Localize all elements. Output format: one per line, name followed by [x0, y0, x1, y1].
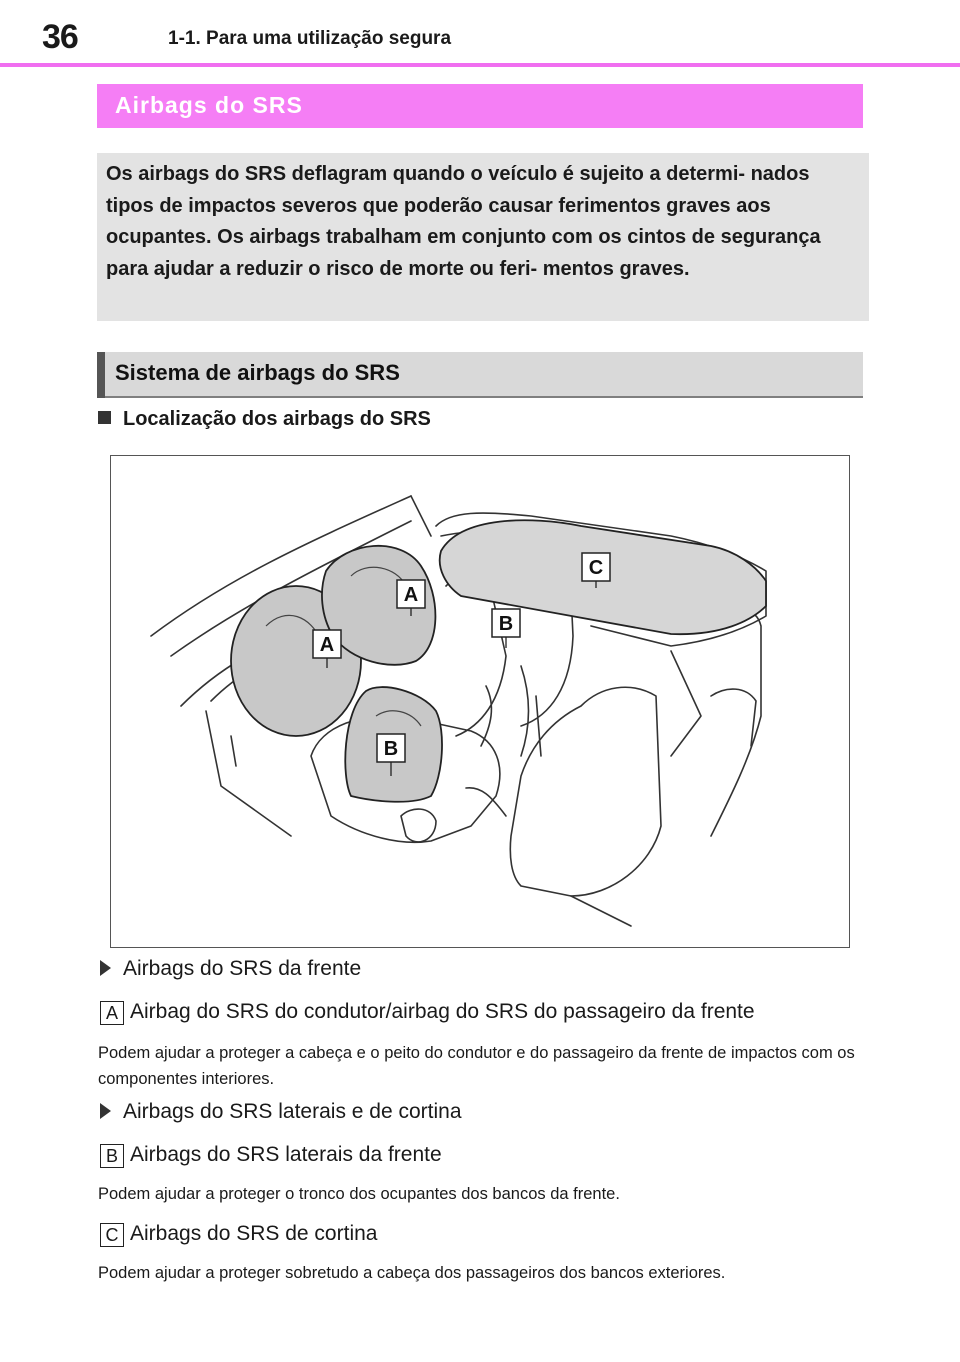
airbag-location-figure	[110, 455, 850, 948]
item-b-description: Podem ajudar a proteger o tronco dos ocupantes dos bancos da frente.	[98, 1185, 620, 1203]
item-b-label: Airbags do SRS laterais da frente	[130, 1143, 442, 1166]
svg-text:A: A	[403, 584, 419, 606]
svg-text:A: A	[319, 634, 335, 656]
item-a-label: Airbag do SRS do condutor/airbag do SRS do passageiro da frente	[130, 1000, 755, 1023]
figure-label-a-passenger	[397, 580, 425, 608]
item-c-letter-box: C	[100, 1223, 124, 1247]
header-divider	[0, 63, 960, 67]
item-a-description: Podem ajudar a proteger a cabeça e o peito do condutor e do passageiro da frente de impactos com os componentes interiores.	[98, 1044, 855, 1088]
front-airbags-bullet-text: Airbags do SRS da frente	[123, 957, 362, 980]
location-heading	[98, 408, 431, 431]
item-b	[100, 1143, 442, 1168]
front-airbags-bullet	[100, 957, 361, 981]
item-b-letter-box: B	[100, 1144, 124, 1168]
figure-label-b-driver	[377, 734, 405, 762]
chapter-banner	[97, 84, 863, 128]
item-a	[100, 1000, 755, 1025]
figure-label-c-curtain	[582, 553, 610, 581]
item-c-label: Airbags do SRS de cortina	[130, 1222, 378, 1245]
page-number: 36	[42, 18, 78, 56]
section-title: 1-1. Para uma utilização segura	[168, 28, 452, 49]
figure-label-a-driver	[313, 630, 341, 658]
item-c	[100, 1222, 377, 1247]
intro-text: Os airbags do SRS deflagram quando o veículo é sujeito a determi- nados tipos de impactos severos que poderão causar ferimentos graves aos ocupantes. Os airbags trabalham em conjunto com os cintos de segurança para ajudar a reduzir o risco de morte ou feri- mentos graves.	[106, 163, 821, 280]
side-curtain-airbags-bullet	[100, 1100, 462, 1124]
svg-text:C: C	[588, 557, 604, 579]
square-bullet-icon	[98, 411, 111, 424]
triangle-bullet-icon	[100, 1103, 111, 1119]
subsection-accent-bar	[97, 352, 105, 398]
triangle-bullet-icon	[100, 960, 111, 976]
chapter-banner-title: Airbags do SRS	[115, 92, 303, 118]
location-heading-text: Localização dos airbags do SRS	[123, 408, 431, 430]
svg-text:B: B	[498, 613, 514, 635]
figure-label-b-passenger	[492, 609, 520, 637]
item-a-letter-box: A	[100, 1001, 124, 1025]
vehicle-interior-illustration	[111, 456, 849, 947]
item-c-description: Podem ajudar a proteger sobretudo a cabeça dos passageiros dos bancos exteriores.	[98, 1264, 726, 1282]
subsection-title: Sistema de airbags do SRS	[115, 360, 400, 385]
side-curtain-airbags-bullet-text: Airbags do SRS laterais e de cortina	[123, 1100, 462, 1123]
intro-box	[97, 153, 869, 321]
subsection-header	[97, 352, 863, 398]
svg-text:B: B	[383, 738, 399, 760]
